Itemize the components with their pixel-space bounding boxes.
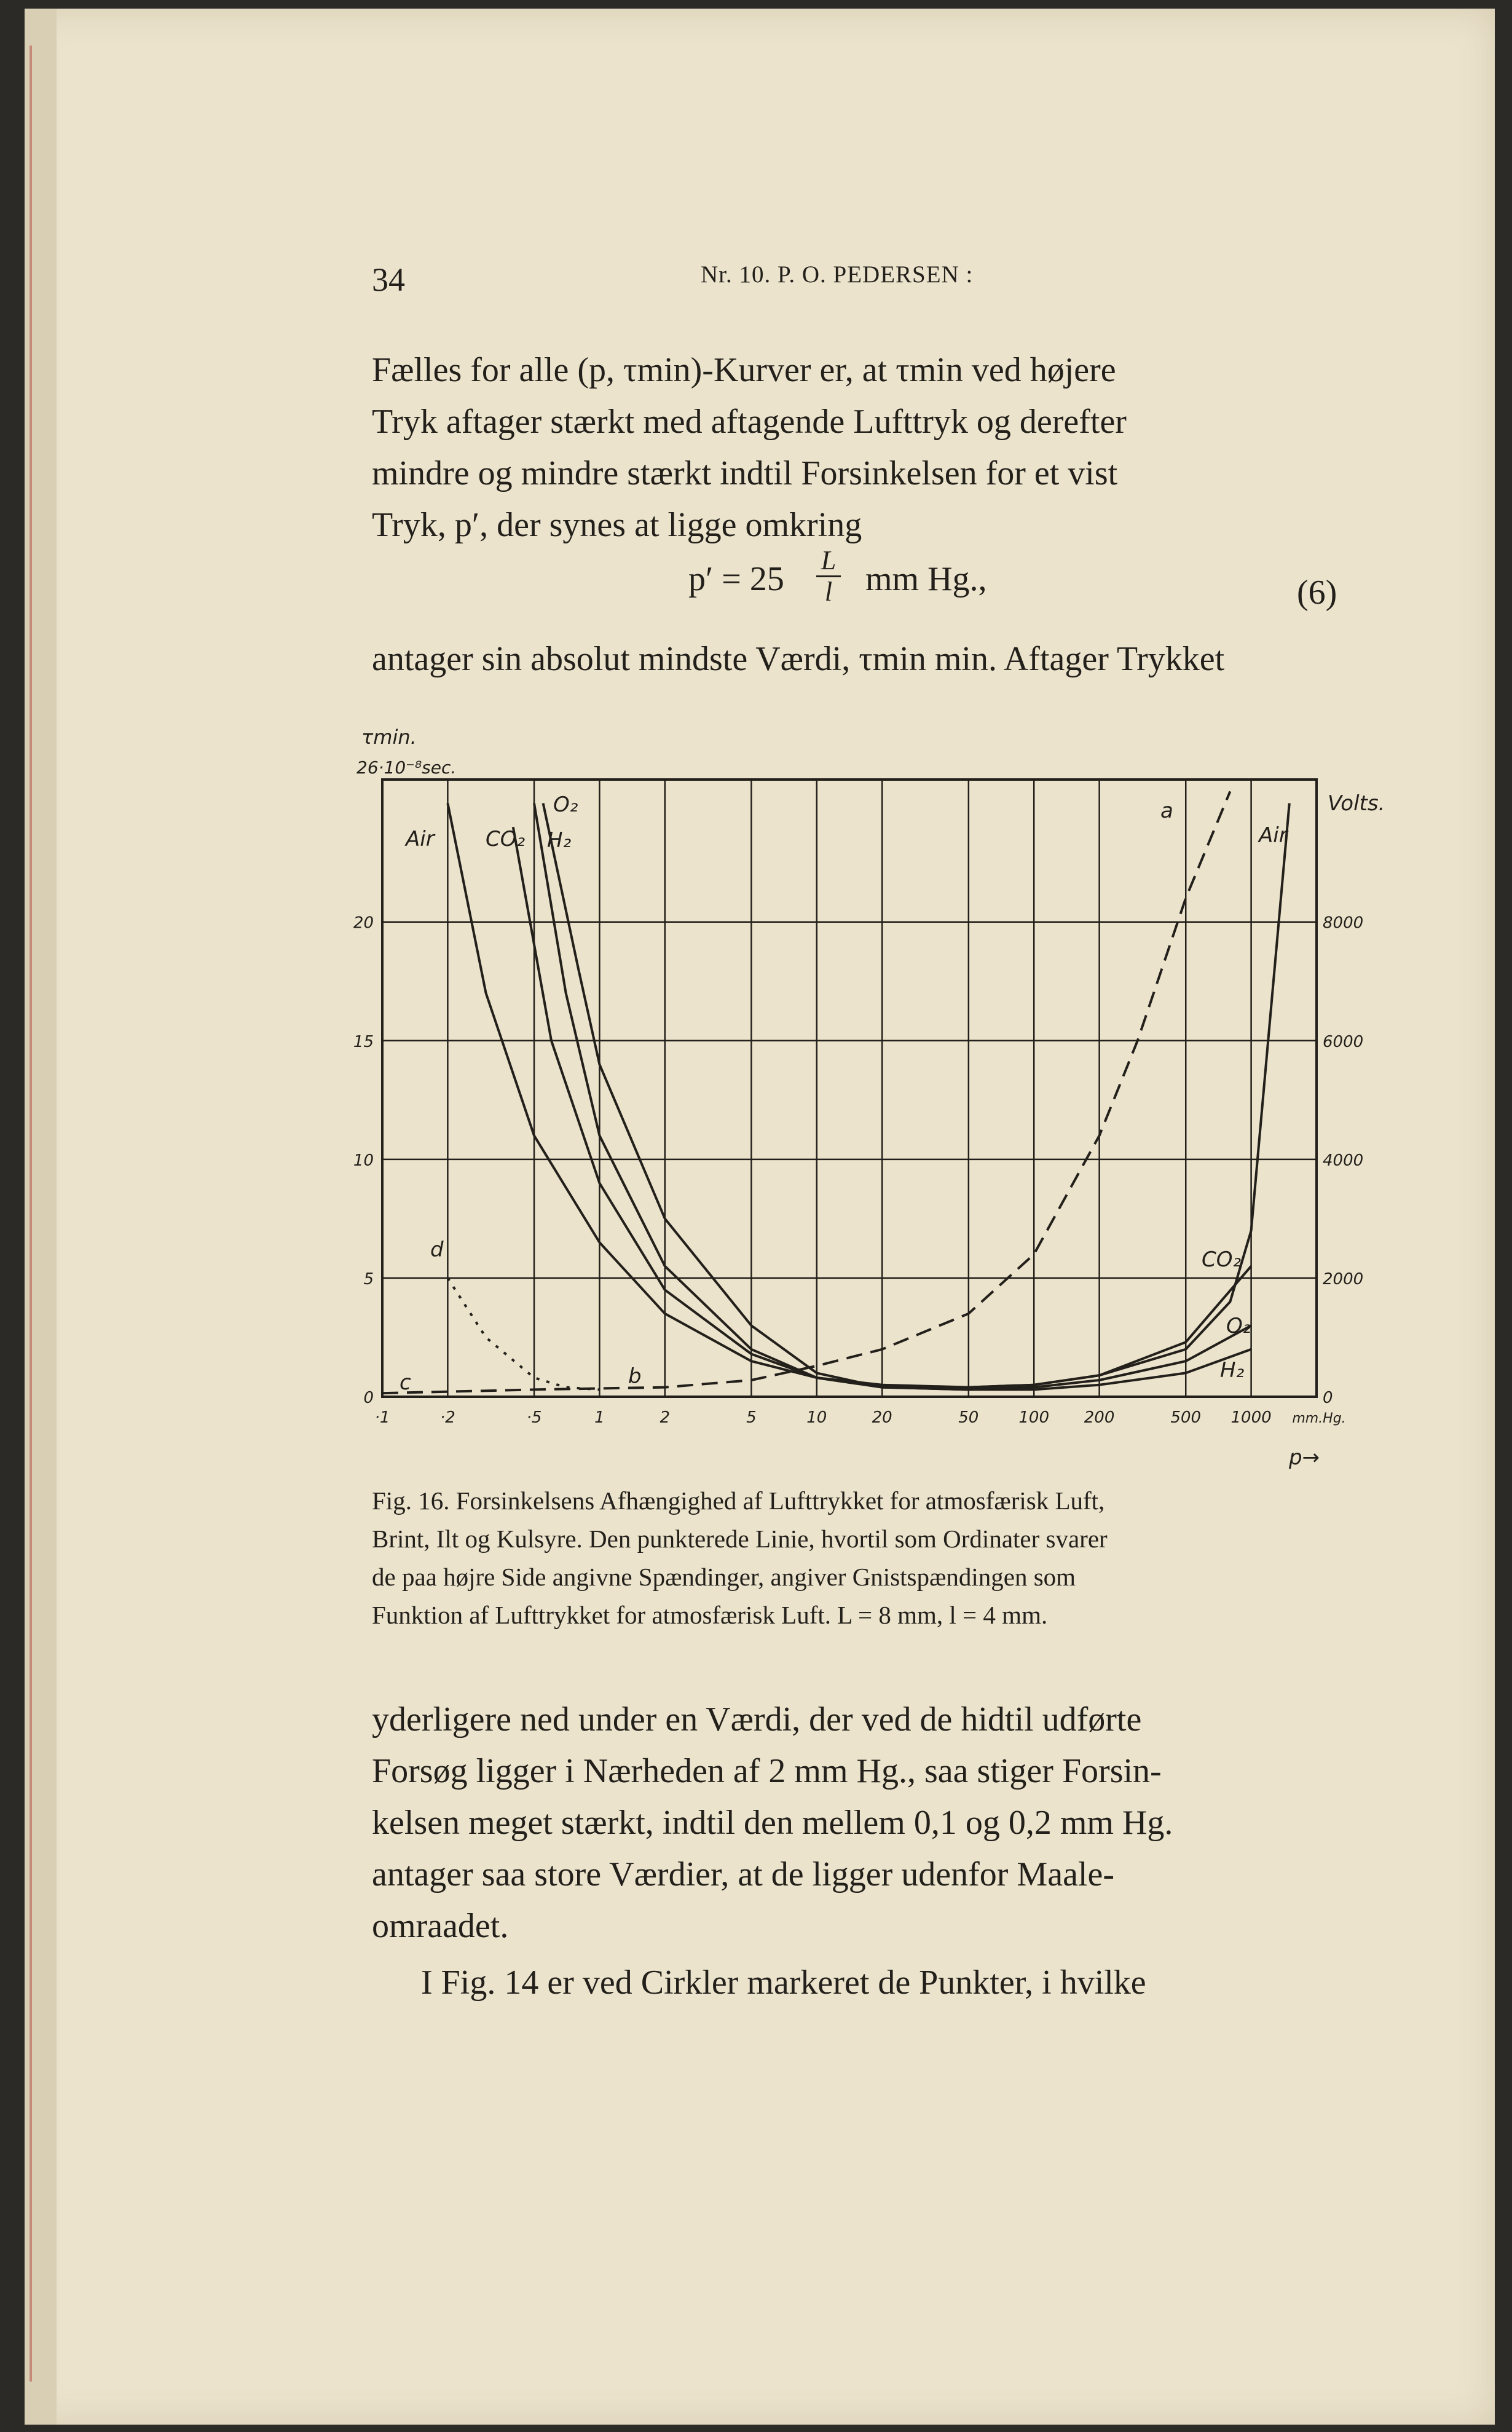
x-tick-label: 20	[872, 1408, 892, 1427]
paragraph-2	[372, 633, 1340, 685]
text-line: Tryk, p′, der synes at ligge omkring	[372, 506, 862, 544]
caption-line: Funktion af Lufttrykket for atmosfærisk Luft. L = 8 mm, l = 4 mm.	[372, 1601, 1048, 1629]
text-line: antager saa store Værdier, at de ligger udenfor Maale-	[372, 1855, 1114, 1893]
caption-line: Fig. 16. Forsinkelsens Afhængighed af Lufttrykket for atmosfærisk Luft,	[372, 1486, 1105, 1515]
text-line: Tryk aftager stærkt med aftagende Lufttryk og derefter	[372, 403, 1127, 441]
text-line: mindre og mindre stærkt indtil Forsinkelsen for et vist	[372, 454, 1118, 492]
x-tick-label: 200	[1084, 1408, 1115, 1427]
x-tick-label: 10	[806, 1408, 827, 1427]
text-line: yderligere ned under en Værdi, der ved de hidtil udførte	[372, 1700, 1142, 1739]
fraction-denominator: l	[816, 575, 841, 607]
equation-number: (6)	[1297, 574, 1337, 612]
edge-line	[30, 45, 32, 2382]
x-tick-label: ·1	[374, 1408, 390, 1427]
y-left-tick-label: 0	[363, 1389, 374, 1407]
x-axis-label: p→	[1288, 1445, 1320, 1470]
text-line: omraadet.	[372, 1907, 509, 1945]
x-tick-label: 1000	[1230, 1408, 1272, 1427]
equation-fraction	[816, 546, 841, 607]
series-label-air-left: Air	[406, 827, 435, 851]
text-line: Forsøg ligger i Nærheden af 2 mm Hg., saa stiger Forsin-	[372, 1752, 1162, 1790]
figure-caption	[372, 1482, 1340, 1634]
x-tick-label: 1	[594, 1408, 605, 1427]
y-left-label: τmin.	[361, 725, 417, 749]
y-left-label: 26·10⁻⁸sec.	[356, 757, 457, 778]
y-left-tick-label: 20	[353, 914, 374, 933]
y-left-tick-label: 15	[353, 1032, 374, 1051]
page-number: 34	[372, 261, 405, 298]
fraction-numerator: L	[821, 545, 837, 575]
x-tick-label: 50	[958, 1408, 979, 1427]
y-right-tick-label: 8000	[1323, 914, 1364, 933]
y-left-tick-label: 5	[363, 1269, 374, 1289]
x-tick-label: ·2	[439, 1408, 455, 1427]
x-tick-label: 500	[1170, 1408, 1202, 1427]
point-label-a: a	[1160, 799, 1173, 823]
x-tick-label: 2	[660, 1408, 671, 1427]
series-label-o2-right: O₂	[1226, 1314, 1251, 1338]
caption-line: Brint, Ilt og Kulsyre. Den punkterede Linie, hvortil som Ordinater svarer	[372, 1525, 1108, 1553]
paragraph-4	[372, 1957, 1340, 2008]
running-head: Nr. 10. P. O. PEDERSEN :	[701, 261, 974, 288]
paragraph-3	[372, 1694, 1340, 1952]
text-line: I Fig. 14 er ved Cirkler markeret de Punkter, i hvilke	[421, 1964, 1146, 2002]
series-label-co2-left: CO₂	[486, 827, 526, 851]
series-label-co2-right: CO₂	[1202, 1247, 1242, 1272]
equation-lhs: p′ = 25	[688, 560, 784, 598]
page-edge	[25, 9, 57, 2425]
series-label-h2-top: H₂	[547, 828, 572, 853]
point-label-b: b	[628, 1364, 642, 1389]
paragraph-1	[372, 344, 1340, 551]
x-tick-label: ·5	[526, 1408, 542, 1427]
text-line: antager sin absolut mindste Værdi, τmin min. Aftager Trykket	[372, 640, 1225, 678]
point-label-c: c	[400, 1370, 411, 1395]
y-right-tick-label: 4000	[1323, 1151, 1364, 1170]
text-line: kelsen meget stærkt, indtil den mellem 0,1 og 0,2 mm Hg.	[372, 1804, 1173, 1842]
series-label-air-right: Air	[1259, 823, 1288, 848]
caption-line: de paa højre Side angivne Spændinger, angiver Gnistspændingen som	[372, 1563, 1076, 1591]
y-right-label: Volts.	[1328, 791, 1385, 816]
equation-rhs: mm Hg.,	[865, 560, 987, 598]
series-label-o2-top: O₂	[553, 792, 578, 817]
point-label-d: d	[430, 1238, 444, 1262]
text-line: Fælles for alle (p, τmin)-Kurver er, at τmin ved højere	[372, 351, 1116, 389]
y-right-tick-label: 0	[1323, 1389, 1333, 1407]
series-label-h2-right: H₂	[1220, 1358, 1245, 1383]
y-right-tick-label: 2000	[1323, 1269, 1364, 1289]
x-tick-label: 100	[1018, 1408, 1050, 1427]
y-right-tick-label: 6000	[1323, 1032, 1364, 1051]
x-unit-label: mm.Hg.	[1292, 1411, 1346, 1426]
x-tick-label: 5	[746, 1408, 757, 1427]
y-left-tick-label: 10	[353, 1151, 374, 1170]
